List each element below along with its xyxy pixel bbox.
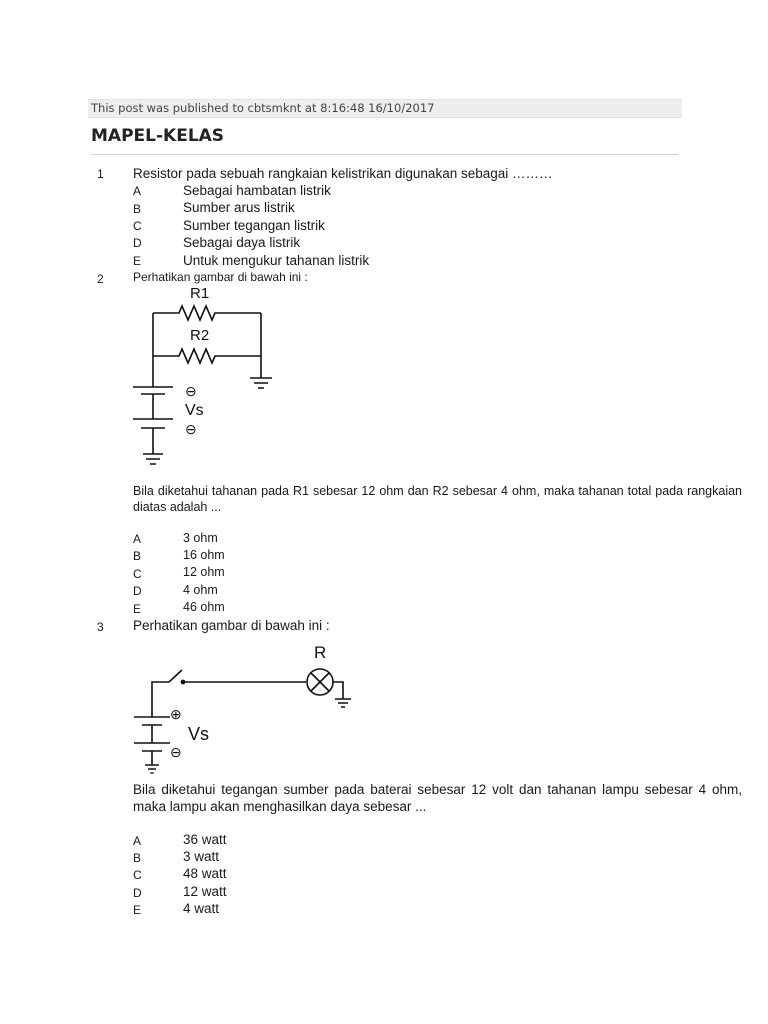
- option-text: 4 watt: [183, 901, 220, 916]
- source-label: Vs: [188, 724, 210, 744]
- option-letter: E: [133, 602, 142, 616]
- option-text: Sumber tegangan listrik: [183, 218, 325, 233]
- option-letter: A: [133, 184, 142, 198]
- option-text: Sebagai hambatan listrik: [183, 183, 331, 198]
- terminal-bottom-symbol: ⊖: [185, 421, 197, 437]
- option-letter: B: [133, 549, 142, 563]
- question-body: Bila diketahui tegangan sumber pada baterai sebesar 12 volt dan tahanan lampu sebesar 4 ohm, maka lampu akan menghasilkan daya sebesar ...: [133, 782, 742, 814]
- question-number: 2: [97, 272, 104, 286]
- question-body: Bila diketahui tahanan pada R1 sebesar 12 ohm dan R2 sebesar 4 ohm, maka tahanan total pada rangkaian diatas adalah ...: [133, 484, 742, 514]
- question-number: 3: [97, 620, 104, 634]
- question-number: 1: [97, 167, 104, 181]
- page-title: MAPEL-KELAS: [91, 126, 225, 146]
- terminal-top-symbol: ⊖: [185, 383, 197, 399]
- option-text: 3 ohm: [183, 531, 218, 545]
- r1-label: R1: [190, 285, 210, 302]
- option-text: 36 watt: [183, 832, 227, 847]
- option-text: 12 ohm: [183, 565, 225, 579]
- option-letter: A: [133, 532, 142, 546]
- lamp-label: R: [314, 643, 327, 662]
- source-label: Vs: [185, 402, 204, 419]
- option-text: Untuk mengukur tahanan listrik: [183, 253, 370, 268]
- option-letter: E: [133, 254, 142, 268]
- question-text: Resistor pada sebuah rangkaian kelistrikan digunakan sebagai ………: [133, 166, 553, 181]
- publish-info-bar: This post was published to cbtsmknt at 8:16:48 16/10/2017: [88, 99, 682, 118]
- option-letter: D: [133, 886, 142, 900]
- option-letter: C: [133, 219, 142, 233]
- question-text: Perhatikan gambar di bawah ini :: [133, 618, 330, 633]
- option-text: 46 ohm: [183, 600, 225, 614]
- terminal-bottom-symbol: ⊖: [170, 744, 182, 760]
- option-letter: C: [133, 567, 142, 581]
- terminal-top-symbol: ⊕: [170, 706, 182, 722]
- option-letter: C: [133, 868, 142, 882]
- option-text: Sebagai daya listrik: [183, 235, 301, 250]
- option-text: 48 watt: [183, 866, 227, 881]
- option-letter: B: [133, 851, 142, 865]
- option-letter: B: [133, 202, 142, 216]
- question-text: Perhatikan gambar di bawah ini :: [133, 270, 308, 284]
- parallel-resistor-circuit-diagram: [125, 284, 285, 470]
- option-text: 12 watt: [183, 884, 227, 899]
- option-text: 3 watt: [183, 849, 220, 864]
- option-text: 16 ohm: [183, 548, 225, 562]
- option-letter: E: [133, 903, 142, 917]
- option-text: 4 ohm: [183, 583, 218, 597]
- option-letter: D: [133, 236, 142, 250]
- lamp-switch-circuit-diagram: [125, 640, 365, 776]
- option-text: Sumber arus listrik: [183, 200, 295, 215]
- r2-label: R2: [190, 327, 210, 344]
- title-divider: [91, 154, 678, 155]
- option-letter: D: [133, 584, 142, 598]
- option-letter: A: [133, 834, 142, 848]
